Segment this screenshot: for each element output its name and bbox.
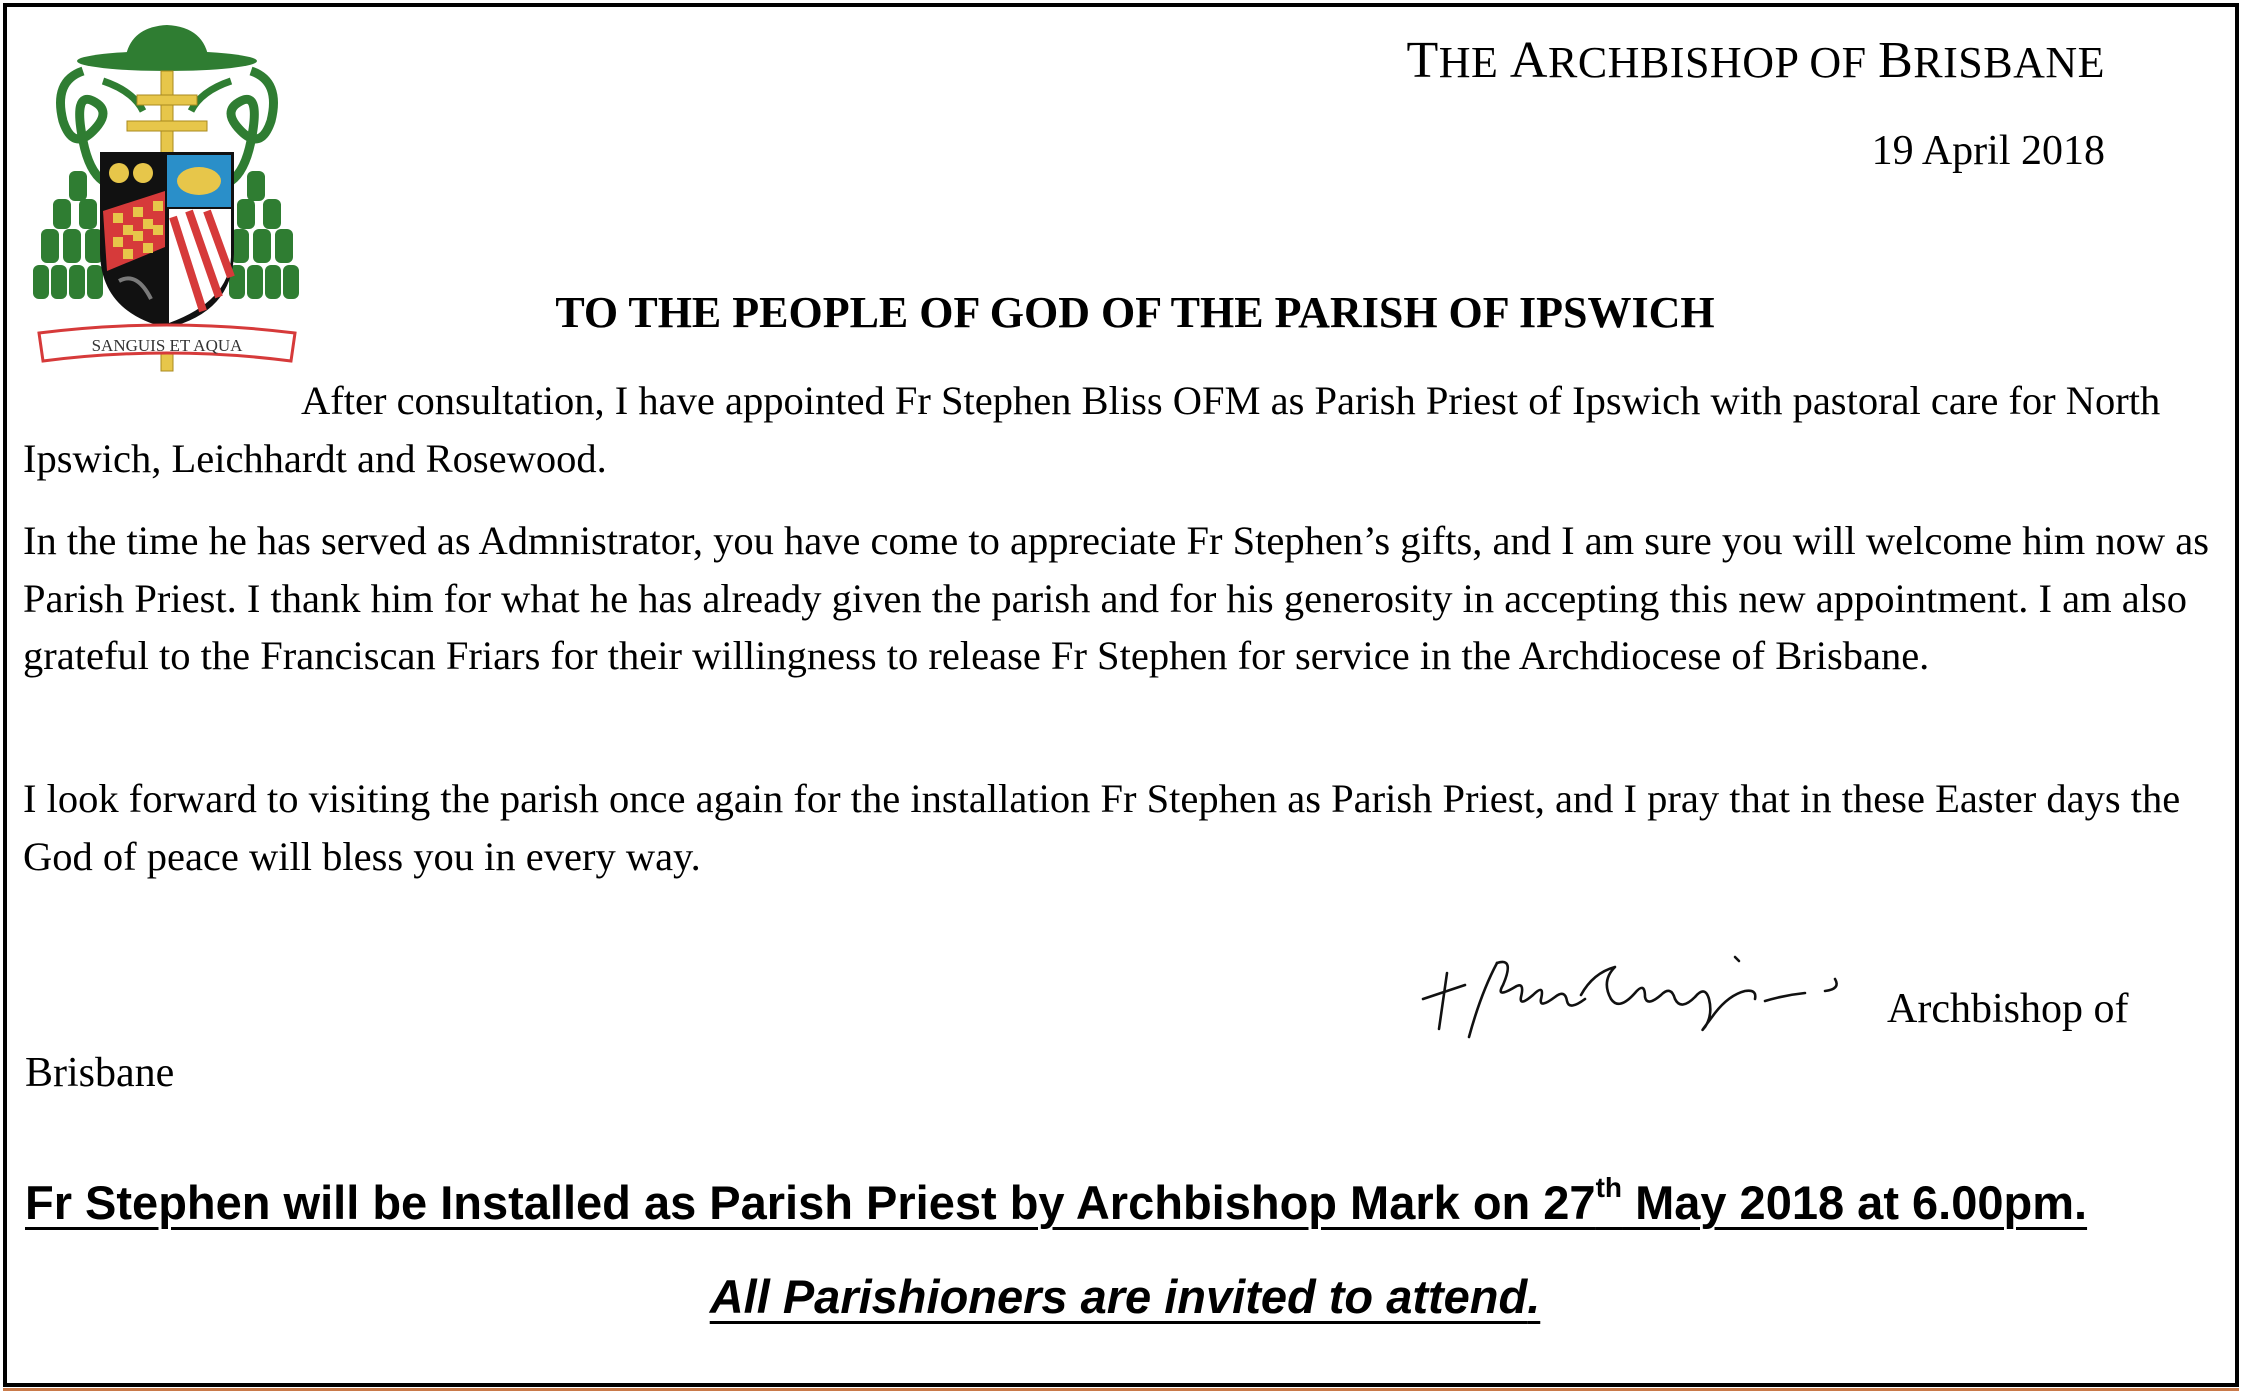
letter-date: 19 April 2018 — [1871, 128, 2105, 174]
letter-heading: TO THE PEOPLE OF GOD OF THE PARISH OF IPSWICH — [555, 288, 1715, 337]
installation-notice: Fr Stephen will be Installed as Parish Priest by Archbishop Mark on 27th May 2018 at 6.00pm. — [25, 1172, 2088, 1229]
paragraph-blessing: I look forward to visiting the parish once again for the installation Fr Stephen as Parish Priest, and I pray that in these Easter days the God of peace will bless you in every way. — [23, 776, 2181, 879]
signatory-title-continued: Brisbane — [25, 1050, 175, 1096]
letterhead-title: THE ARCHBISHOP OF BRISBANE — [1406, 32, 2105, 89]
handwritten-signature — [1405, 937, 1885, 1047]
paragraph-gratitude: In the time he has served as Admnistrator, you have come to appreciate Fr Stephen’s gifts, and I am sure you will welcome him now as Parish Priest. I thank him for what he has already given the parish and for his generosity in accepting this new appointment. I am also grateful to the Franciscan Friars for their willingness to release Fr Stephen for service in the Archdiocese of Brisbane. — [23, 518, 2209, 678]
invitation-notice: All Parishioners are invited to attend. — [709, 1270, 1541, 1323]
signatory-title: Archbishop of — [1887, 986, 2129, 1032]
motto-text: SANGUIS ET AQUA — [91, 336, 243, 355]
paragraph-appointment: After consultation, I have appointed Fr Stephen Bliss OFM as Parish Priest of Ipswich with pastoral care for North Ipswich, Leichhardt and Rosewood. — [23, 378, 2161, 481]
letter-frame — [3, 3, 2239, 1387]
